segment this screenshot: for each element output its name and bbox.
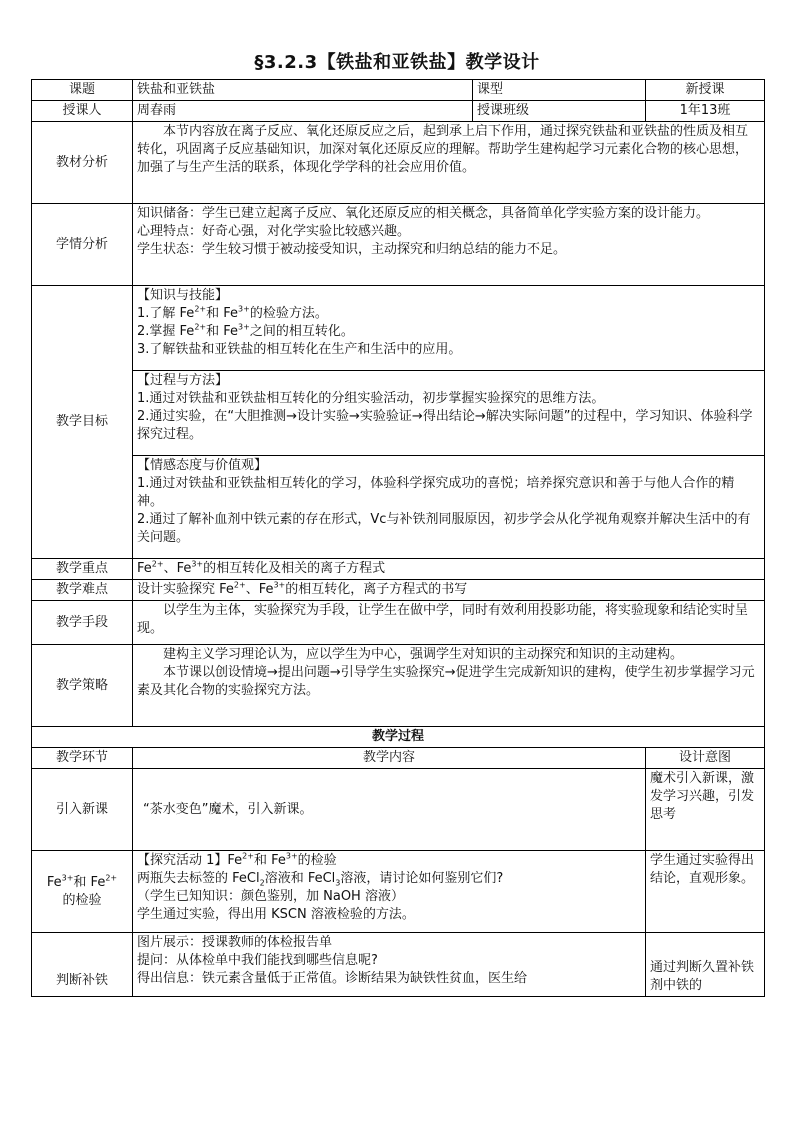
difficulty-label: 教学难点 bbox=[32, 580, 133, 601]
intent-cell: 魔术引入新课，激发学习兴趣，引发思考 bbox=[646, 769, 765, 851]
topic-label: 课题 bbox=[32, 80, 133, 101]
means-label: 教学手段 bbox=[32, 601, 133, 645]
strategy-label: 教学策略 bbox=[32, 645, 133, 727]
knowledge-item: 3.了解铁盐和亚铁盐的相互转化在生产和生活中的应用。 bbox=[137, 342, 462, 357]
knowledge-heading: 【知识与技能】 bbox=[137, 288, 229, 303]
topic-value: 铁盐和亚铁盐 bbox=[133, 80, 473, 101]
table-row bbox=[32, 851, 765, 933]
emotion-heading: 【情感态度与价值观】 bbox=[137, 458, 268, 473]
intent-cell: 学生通过实验得出结论，直观形象。 bbox=[646, 851, 765, 933]
process-heading: 【过程与方法】 bbox=[137, 373, 229, 388]
students-line: 学生状态：学生较习惯于被动接受知识，主动探究和归纳总结的能力不足。 bbox=[137, 242, 567, 257]
difficulty-text: 设计实验探究 $Fe^{2+}$、$Fe^{3+}$的相互转化，离子方程式的书写 bbox=[133, 580, 765, 601]
lesson-plan-table bbox=[31, 79, 765, 997]
means-text: 以学生为主体，实验探究为手段，让学生在做中学，同时有效利用投影功能，将实验现象和结论实时呈现。 bbox=[137, 603, 749, 636]
emotion-item: 2.通过了解补血剂中铁元素的存在形式，Vc与补铁剂同服原因，初步学会从化学视角观察并解决生活中的有关问题。 bbox=[137, 512, 751, 545]
page-title: §3.2.3【铁盐和亚铁盐】教学设计 bbox=[254, 52, 540, 73]
emotion-item: 1.通过对铁盐和亚铁盐相互转化的学习，体验科学探究成功的喜悦；培养探究意识和善于与他人合作的精神。 bbox=[137, 476, 735, 509]
key-label: 教学重点 bbox=[32, 559, 133, 580]
table-row bbox=[32, 933, 765, 997]
students-line: 知识储备：学生已建立起离子反应、氧化还原反应的相关概念，具备简单化学实验方案的设计能力。 bbox=[137, 206, 710, 221]
intent-cell: 通过判断久置补铁剂中铁的 bbox=[646, 933, 765, 997]
result-note: 学生通过实验，得出用 KSCN 溶液检验的方法。 bbox=[137, 907, 415, 922]
stage-cell: 判断补铁 bbox=[32, 933, 133, 997]
class-value: 1年13班 bbox=[646, 101, 765, 122]
key-text: $Fe^{2+}$、$Fe^{3+}$的相互转化及相关的离子方程式 bbox=[133, 559, 765, 580]
knowledge-item: 1.了解 $Fe^{2+}$和 $Fe^{3+}$的检验方法。 bbox=[137, 304, 328, 321]
stage-cell: $Fe^{3+}$和 $Fe^{2+}$ 的检验 bbox=[32, 851, 133, 933]
strategy-para: 本节课以创设情境→提出问题→引导学生实验探究→促进学生完成新知识的建构，使学生初步掌握学习元素及其化合物的实验探究方法。 bbox=[137, 665, 755, 698]
teacher-label: 授课人 bbox=[32, 101, 133, 122]
students-label: 学情分析 bbox=[32, 204, 133, 286]
class-label: 授课班级 bbox=[473, 101, 646, 122]
content-cell: 【探究活动 1】$Fe^{2+}$和 $Fe^{3+}$的检验 两瓶失去标签的 FeCl$_2$溶液和 FeCl$_3$溶液，请讨论如何鉴别它们? （学生已知知识：颜色鉴别，加 NaOH 溶液） 学生通过实验，得出用 KSCN 溶液检验的方法。 bbox=[133, 851, 646, 933]
type-label: 课型 bbox=[473, 80, 646, 101]
type-value: 新授课 bbox=[646, 80, 765, 101]
process-item: 1.通过对铁盐和亚铁盐相互转化的分组实验活动，初步掌握实验探究的思维方法。 bbox=[137, 391, 605, 406]
col-content-header: 教学内容 bbox=[133, 748, 646, 769]
goals-label: 教学目标 bbox=[32, 286, 133, 559]
content-cell: “茶水变色”魔术，引入新课。 bbox=[133, 769, 646, 851]
students-line: 心理特点：好奇心强，对化学实验比较感兴趣。 bbox=[137, 224, 411, 239]
content-cell: 图片展示：授课教师的体检报告单 提问：从体检单中我们能找到哪些信息呢? 得出信息：铁元素含量低于正常值。诊断结果为缺铁性贫血，医生给 bbox=[133, 933, 646, 997]
knowledge-item: 2.掌握 $Fe^{2+}$和 $Fe^{3+}$之间的相互转化。 bbox=[137, 322, 354, 339]
process-title: 教学过程 bbox=[32, 727, 765, 748]
stage-cell: 引入新课 bbox=[32, 769, 133, 851]
strategy-para: 建构主义学习理论认为，应以学生为中心，强调学生对知识的主动探究和知识的主动建构。 bbox=[163, 647, 684, 662]
process-item: 2.通过实验，在“大胆推测→设计实验→实验验证→得出结论→解决实际问题”的过程中，学习知识、体验科学探究过程。 bbox=[137, 409, 753, 442]
col-intent-header: 设计意图 bbox=[646, 748, 765, 769]
known-note: （学生已知知识：颜色鉴别，加 NaOH 溶液） bbox=[137, 889, 404, 904]
table-row bbox=[32, 769, 765, 851]
textbook-text: 本节内容放在离子反应、氧化还原反应之后，起到承上启下作用，通过探究铁盐和亚铁盐的性质及相互转化，巩固离子反应基础知识，加深对氧化还原反应的理解。帮助学生建构起学习元素化合物的核心思想， 加强了与生产生活的联系，体现化学学科的社会应用价值。 bbox=[137, 124, 749, 175]
teacher-value: 周春雨 bbox=[133, 101, 473, 122]
textbook-label: 教材分析 bbox=[32, 122, 133, 204]
col-stage-header: 教学环节 bbox=[32, 748, 133, 769]
